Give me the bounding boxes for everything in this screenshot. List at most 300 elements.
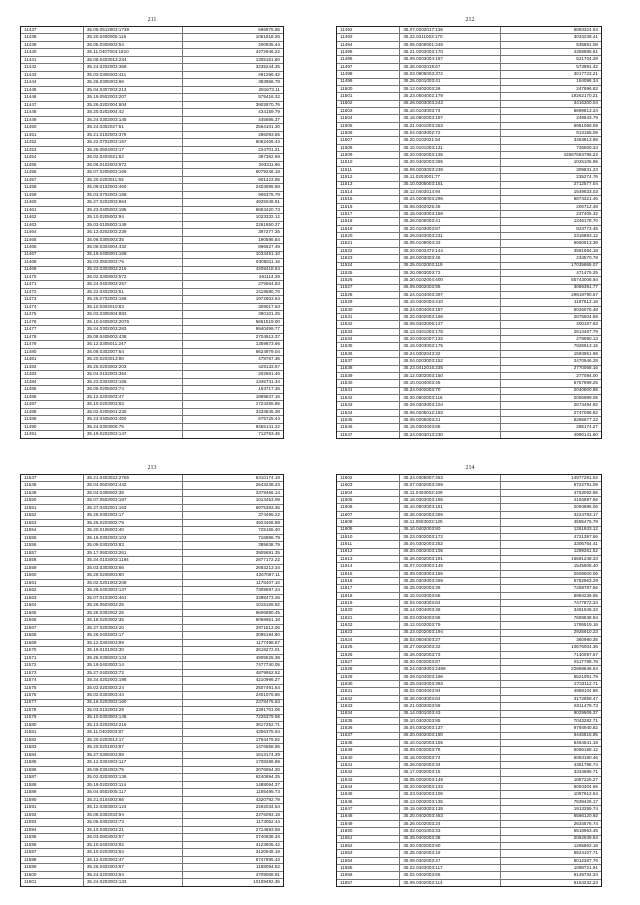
row-number-cell: 11496 (337, 56, 400, 62)
cadastral-id-cell: 35.20.0402003:265 (400, 159, 500, 165)
value-cell: 6305811.16 (256, 259, 280, 264)
cadastral-id-cell: 35.10.0405003:2076 (84, 319, 184, 325)
cadastral-id-cell: 35.13.0202003:239 (84, 229, 184, 235)
value-cell: 1999847.16 (255, 393, 280, 399)
table-row (337, 563, 601, 570)
row-number-cell: 11497 (337, 64, 400, 70)
value-cell: 2564101.30 (255, 124, 280, 130)
row-number-cell: 11478 (21, 334, 84, 340)
cadastral-id-cell: 35.20.0402003:180 (400, 733, 500, 739)
cadastral-id-cell: 35.08.0302033:94 (84, 812, 184, 818)
table-row (21, 334, 283, 341)
table-row (21, 27, 283, 34)
page-number: 214 (465, 465, 475, 471)
row-number-cell: 11646 (337, 799, 400, 805)
cadastral-id-cell: 35.09.0205003:74 (84, 386, 184, 392)
cadastral-id-cell: 35.03.0503003:76 (84, 259, 184, 265)
table-row (21, 490, 283, 497)
cadastral-id-cell: 35.03.0903003:57 (84, 834, 184, 840)
row-number-cell: 11640 (337, 755, 400, 761)
cadastral-id-cell: 35.26.0302002:26 (84, 610, 184, 616)
table-row (21, 849, 283, 856)
table-row (337, 696, 601, 703)
value-cell: 9794940.82 (573, 725, 598, 731)
cadastral-id-cell: 35.19.0403003:14 (84, 662, 184, 668)
row-number-cell: 11502 (337, 101, 400, 107)
row-number-cell: 11501 (337, 93, 400, 99)
cadastral-id-cell: 35.12.0305011:247 (84, 341, 184, 347)
value-cell: 6606890.45 (255, 609, 280, 615)
row-number-cell: 11527 (337, 285, 400, 291)
value-cell: 1593951.98 (573, 350, 598, 356)
row-number-cell: 11608 (337, 519, 400, 525)
cadastral-id-cell: 35.20.0402003:463 (400, 814, 500, 820)
row-number-cell: 11657 (337, 880, 400, 886)
row-number-cell: 11547 (337, 432, 400, 438)
row-number-cell: 11523 (337, 255, 400, 261)
row-number-cell: 11610 (337, 534, 400, 540)
row-number-cell: 11592 (21, 812, 84, 818)
cadastral-id-cell: 35.10.0103003:74 (400, 108, 500, 114)
cadastral-id-cell: 35.02.0403021:52 (84, 154, 184, 160)
row-number-cell: 11545 (337, 417, 400, 423)
cadastral-id-cell: 35.20.0201003:87 (84, 744, 184, 750)
value-cell: 247696.82 (576, 85, 598, 91)
table-row (21, 587, 283, 594)
row-number-cell: 11487 (21, 401, 84, 407)
table-row (21, 252, 283, 259)
value-cell: 6011478.73 (574, 703, 598, 709)
row-number-cell: 11475 (21, 311, 84, 317)
cadastral-id-cell: 35.27.0402003:72 (84, 670, 184, 676)
row-number-cell: 11506 (337, 130, 400, 136)
value-cell: 1346741.34 (255, 378, 280, 384)
table-row (337, 130, 601, 137)
value-cell: 6653420.73 (255, 206, 280, 212)
cadastral-id-cell: 35.09.0303003:165 (400, 571, 500, 577)
value-cell: 3120948.19 (255, 849, 280, 855)
table-row (21, 87, 283, 94)
value-cell: 9455141.22 (255, 423, 280, 429)
table-row (21, 356, 283, 363)
cadastral-id-cell: 35.24.0305007:453 (400, 475, 500, 481)
table-row (337, 836, 601, 843)
value-cell: 1061818.26 (255, 34, 280, 40)
value-cell: 1489064.37 (255, 781, 280, 787)
value-cell: 2391701.06 (255, 707, 280, 712)
row-number-cell: 11558 (21, 557, 84, 563)
value-cell: 686975.65 (258, 27, 280, 32)
row-number-cell: 11536 (337, 351, 400, 357)
row-number-cell: 11614 (337, 563, 400, 569)
row-number-cell: 11564 (21, 602, 84, 608)
cadastral-id-cell: 35.23.0405003:450 (84, 416, 184, 422)
row-number-cell: 11548 (21, 482, 84, 488)
row-number-cell: 11470 (21, 274, 84, 280)
cadastral-id-cell: 35.11.0403003:87 (84, 729, 184, 735)
value-cell: 249643.79 (576, 115, 598, 121)
row-number-cell: 11520 (337, 233, 400, 239)
value-cell: 14977291.52 (571, 475, 598, 480)
table-row (337, 71, 601, 78)
table-row (337, 388, 601, 395)
row-number-cell: 11468 (21, 259, 84, 265)
row-number-cell: 11500 (337, 86, 400, 92)
value-cell: 1545905.40 (573, 563, 598, 569)
cadastral-id-cell: 35.09.0205003:21 (400, 417, 500, 423)
value-cell: 4472946.22 (255, 49, 280, 55)
table-row (21, 797, 283, 804)
table-row (21, 685, 283, 692)
row-number-cell: 11484 (21, 379, 84, 385)
cadastral-id-cell: 35.26.0302003:266 (400, 512, 500, 518)
table-row (337, 182, 601, 189)
value-cell: 6445816.95 (573, 732, 598, 738)
row-number-cell: 11447 (21, 102, 84, 108)
row-number-cell: 11547 (21, 475, 84, 481)
cadastral-id-cell: 35.24.0203003:133 (84, 879, 184, 885)
cadastral-id-cell: 35.05.0309001:248 (400, 42, 500, 48)
row-number-cell: 11465 (21, 237, 84, 243)
row-number-cell: 11641 (337, 762, 400, 768)
row-number-cell: 11586 (21, 767, 84, 773)
cadastral-id-cell: 35.03.0105003:149 (84, 222, 184, 228)
table-row (21, 759, 283, 766)
table-row (337, 541, 601, 548)
cadastral-id-cell: 35.19.0202003:147 (84, 431, 184, 437)
table-row (21, 304, 283, 311)
row-number-cell: 11609 (337, 527, 400, 533)
row-number-cell: 11542 (337, 395, 400, 401)
value-cell: 4958104.86 (573, 688, 598, 694)
value-cell: 4879952.52 (255, 669, 280, 675)
row-number-cell: 11599 (21, 864, 84, 870)
row-number-cell: 11544 (337, 410, 400, 416)
cadastral-id-cell: 35.24.0202003:198 (84, 677, 184, 683)
row-number-cell: 11452 (21, 139, 84, 145)
row-number-cell: 11513 (337, 182, 400, 188)
cadastral-id-cell: 35.27.0305003:88 (84, 752, 184, 758)
value-cell: 1305151.60 (255, 56, 280, 62)
table-row (337, 314, 601, 321)
cadastral-id-cell: 35.24.0304003:187 (400, 307, 500, 313)
value-cell: 400167.63 (576, 321, 598, 327)
value-cell: 4595475.79 (573, 519, 598, 525)
value-cell: 2643238.23 (255, 482, 280, 488)
value-cell: 4210996.27 (255, 677, 280, 683)
table-row (21, 259, 283, 266)
row-number-cell: 11625 (337, 644, 400, 650)
row-number-cell: 11651 (337, 836, 400, 842)
value-cell: 2062639.84 (573, 835, 598, 841)
cadastral-id-cell: 35.12.0403014:94 (400, 189, 500, 195)
value-cell: 7259787.56 (573, 585, 598, 591)
cadastral-id-cell: 35.05.0309003:54 (84, 42, 184, 48)
value-cell: 2609600.06 (573, 570, 598, 576)
value-cell: 3433845.38 (255, 408, 280, 414)
table-row (21, 117, 283, 124)
value-cell: 4123605.42 (255, 841, 280, 847)
row-number-cell: 11556 (21, 542, 84, 548)
table-row (337, 343, 601, 350)
table-row (21, 572, 283, 579)
value-cell: 10676004.36 (571, 644, 598, 650)
row-number-cell: 11643 (337, 777, 400, 783)
cadastral-id-cell: 35.08.0302007:64 (84, 349, 184, 355)
table-row (21, 812, 283, 819)
value-cell: 716886.79 (258, 534, 280, 540)
table-row (21, 132, 283, 139)
value-cell: 726600.34 (576, 144, 598, 150)
value-cell: 6154232.23 (573, 879, 598, 885)
page-number: 212 (465, 17, 475, 23)
cadastral-id-cell: 35.26.0202019:67 (400, 64, 500, 70)
cadastral-id-cell: 35.24.0104003:397 (400, 292, 500, 298)
table-row (337, 549, 601, 556)
table-row (21, 475, 283, 482)
value-cell: 2401076.86 (255, 692, 280, 697)
value-cell: 4721397.56 (573, 533, 598, 539)
row-number-cell: 11636 (337, 725, 400, 731)
table-row (337, 93, 601, 100)
cadastral-id-cell: 35.09.0512903:1739 (84, 27, 184, 33)
table-row (337, 784, 601, 791)
cadastral-id-cell: 35.09.0402003:114 (400, 880, 500, 886)
table-row (21, 647, 283, 654)
value-cell: 2076954.30 (255, 766, 280, 772)
row-number-cell: 11623 (337, 630, 400, 636)
row-number-cell: 11644 (337, 784, 400, 790)
value-cell: 309017.63 (258, 303, 280, 309)
value-cell: 1549633.03 (573, 188, 598, 194)
cadastral-id-cell: 35.20.0202003:133 (400, 784, 500, 790)
table-row (21, 789, 283, 796)
value-cell: 6464541.19 (573, 739, 598, 745)
cadastral-id-cell: 35.07.0205003:169 (84, 169, 184, 175)
row-number-cell: 11611 (337, 541, 400, 547)
row-number-cell: 11476 (21, 319, 84, 325)
data-table (336, 474, 602, 887)
row-number-cell: 11499 (337, 79, 400, 85)
value-cell: 5782963.29 (573, 578, 598, 583)
row-number-cell: 11529 (337, 299, 400, 305)
value-cell: 3581684.18 (573, 247, 598, 253)
table-row (21, 319, 283, 326)
value-cell: 2261650.27 (255, 221, 280, 227)
row-number-cell: 11438 (21, 34, 84, 40)
row-number-cell: 11593 (21, 819, 84, 825)
value-cell: 6560913.36 (573, 240, 598, 246)
table-row (21, 379, 283, 386)
value-cell: 7043282.71 (573, 717, 598, 723)
value-cell: 55743006.94 (571, 277, 598, 283)
row-number-cell: 11483 (21, 371, 84, 377)
cadastral-id-cell: 35.09.0304003:75 (84, 767, 184, 773)
cadastral-id-cell: 35.27.0202003:32 (400, 644, 500, 650)
cadastral-id-cell: 35.16.0203003:160 (84, 700, 184, 706)
cadastral-id-cell: 35.25.0303003:269 (400, 578, 500, 584)
table-row (337, 777, 601, 784)
cadastral-id-cell: 35.10.0203003:63 (84, 401, 184, 407)
value-cell: 6975383.35 (255, 504, 280, 510)
value-cell: 6240694.25 (255, 774, 280, 780)
table-row (21, 49, 283, 56)
table-row (337, 527, 601, 534)
row-number-cell: 11567 (21, 625, 84, 631)
cadastral-id-cell: 35.22.0402003:51 (84, 289, 184, 295)
row-number-cell: 11479 (21, 341, 84, 347)
value-cell: 1657225.27 (573, 776, 598, 782)
row-number-cell: 11613 (337, 556, 400, 562)
value-cell: 1015169.82 (255, 602, 280, 608)
value-cell: 5518963.45 (573, 828, 598, 834)
value-cell: 309831.23 (576, 166, 598, 172)
cadastral-id-cell: 35.20.0203472:144 (400, 248, 500, 254)
value-cell: 3034238.41 (573, 34, 598, 40)
row-number-cell: 11588 (21, 782, 84, 788)
cadastral-id-cell: 35.16.0303003:195 (400, 497, 500, 503)
row-number-cell: 11485 (21, 386, 84, 392)
row-number-cell: 11573 (21, 670, 84, 676)
value-cell: 1034451.10 (255, 251, 280, 257)
row-number-cell: 11596 (21, 842, 84, 848)
table-row (21, 431, 283, 437)
value-cell: 2971513.06 (255, 624, 280, 630)
row-number-cell: 11494 (337, 42, 400, 48)
table-row (21, 550, 283, 557)
value-cell: 397277.35 (258, 229, 280, 235)
cadastral-id-cell: 35.10.0205002:94 (84, 214, 184, 220)
row-number-cell: 11442 (21, 64, 84, 70)
table-row (337, 248, 601, 255)
table-row (337, 556, 601, 563)
value-cell: 1187612.16 (574, 299, 598, 305)
table-row (21, 386, 283, 393)
value-cell: 1013453.09 (255, 497, 280, 503)
row-number-cell: 11561 (21, 580, 84, 586)
row-number-cell: 11590 (21, 797, 84, 803)
table-row (337, 108, 601, 115)
table-row (21, 207, 283, 214)
row-number-cell: 11498 (337, 71, 400, 77)
row-number-cell: 11622 (337, 622, 400, 628)
cadastral-id-cell: 35.19.0405001:168 (84, 252, 184, 258)
value-cell: 1795519.16 (573, 622, 598, 628)
row-number-cell: 11467 (21, 252, 84, 258)
cadastral-id-cell: 35.12.0203003:47 (84, 857, 184, 863)
value-cell: 2094895.06 (573, 504, 598, 510)
row-number-cell: 11488 (21, 409, 84, 415)
cadastral-id-cell: 35.09.0302003:95 (400, 285, 500, 291)
table-row (337, 64, 601, 71)
value-cell: 3461945.22 (573, 607, 598, 613)
row-number-cell: 11581 (21, 729, 84, 735)
row-number-cell: 11491 (21, 431, 84, 437)
value-cell: 3172659.47 (573, 695, 598, 701)
cadastral-id-cell: 35.04.0203003:152 (400, 358, 500, 364)
table-row (337, 519, 601, 526)
table-row (337, 115, 601, 122)
cadastral-id-cell: 35.15.0304003:65 (400, 424, 500, 430)
row-number-cell: 11571 (21, 655, 84, 661)
cadastral-id-cell: 35.26.0205003:41 (400, 218, 500, 224)
cadastral-id-cell: 35.02.0303003:44 (84, 692, 184, 698)
cadastral-id-cell: 35.24.0303006:75 (84, 424, 184, 430)
table-row (337, 755, 601, 762)
table-row (337, 666, 601, 673)
cadastral-id-cell: 35.20.0302003:90 (400, 843, 500, 849)
cadastral-id-cell: 35.09.0302003:83 (84, 542, 184, 548)
value-cell: 281673.11 (258, 86, 280, 92)
row-number-cell: 11539 (337, 373, 400, 379)
cadastral-id-cell: 35.06.0102003:972 (84, 162, 184, 168)
table-row (21, 864, 283, 871)
value-cell: 913155.09 (576, 130, 598, 135)
row-number-cell: 11510 (337, 159, 400, 165)
table-row (337, 211, 601, 218)
row-number-cell: 11533 (337, 329, 400, 335)
table-row (21, 827, 283, 834)
row-number-cell: 11538 (337, 366, 400, 372)
cadastral-id-cell: 35.10.0104003:45 (400, 380, 500, 386)
table-row (337, 769, 601, 776)
value-cell: 19262170.21 (571, 93, 598, 99)
row-number-cell: 11580 (21, 722, 84, 728)
table-row (337, 534, 601, 541)
row-number-cell: 11519 (337, 226, 400, 232)
table-row (21, 640, 283, 647)
row-number-cell: 11441 (21, 57, 84, 63)
table-row (337, 263, 601, 270)
row-number-cell: 11568 (21, 632, 84, 638)
page-number: 211 (147, 17, 157, 23)
value-cell: 6149734.34 (573, 872, 598, 878)
table-row (21, 752, 283, 759)
row-number-cell: 11583 (21, 744, 84, 750)
cadastral-id-cell: 35.20.0302003:87 (400, 659, 500, 665)
table-row (337, 718, 601, 725)
cadastral-id-cell: 35.25.0302003:19 (400, 850, 500, 856)
value-cell: 725155.40 (258, 527, 280, 533)
row-number-cell: 11454 (21, 154, 84, 160)
table-row (337, 571, 601, 578)
cadastral-id-cell: 35.07.0503003:187 (84, 497, 184, 503)
table-row (21, 505, 283, 512)
cadastral-id-cell: 35.10.0102003:155 (400, 740, 500, 746)
table-row (21, 520, 283, 527)
table-row (21, 842, 283, 849)
value-cell: 2714893.59 (255, 826, 280, 832)
table-row (21, 326, 283, 333)
value-cell: 22869846.54 (571, 666, 598, 672)
data-table (336, 26, 602, 439)
cadastral-id-cell: 35.10.0101003:131 (400, 145, 500, 151)
row-number-cell: 11578 (21, 707, 84, 713)
cadastral-id-cell: 35.23.0504002:179 (400, 93, 500, 99)
row-number-cell: 11512 (337, 174, 400, 180)
table-row (21, 625, 283, 632)
value-cell: 5661519.00 (255, 318, 280, 324)
row-number-cell: 11549 (21, 490, 84, 496)
value-cell: 1097912.54 (573, 791, 598, 797)
row-number-cell: 11444 (21, 79, 84, 85)
table-row (21, 580, 283, 587)
row-number-cell: 11514 (337, 189, 400, 195)
row-number-cell: 11495 (337, 49, 400, 55)
cadastral-id-cell: 35.10.0203003:64 (84, 849, 184, 855)
cadastral-id-cell: 35.09.0203004:167 (400, 56, 500, 62)
row-number-cell: 11575 (21, 685, 84, 691)
